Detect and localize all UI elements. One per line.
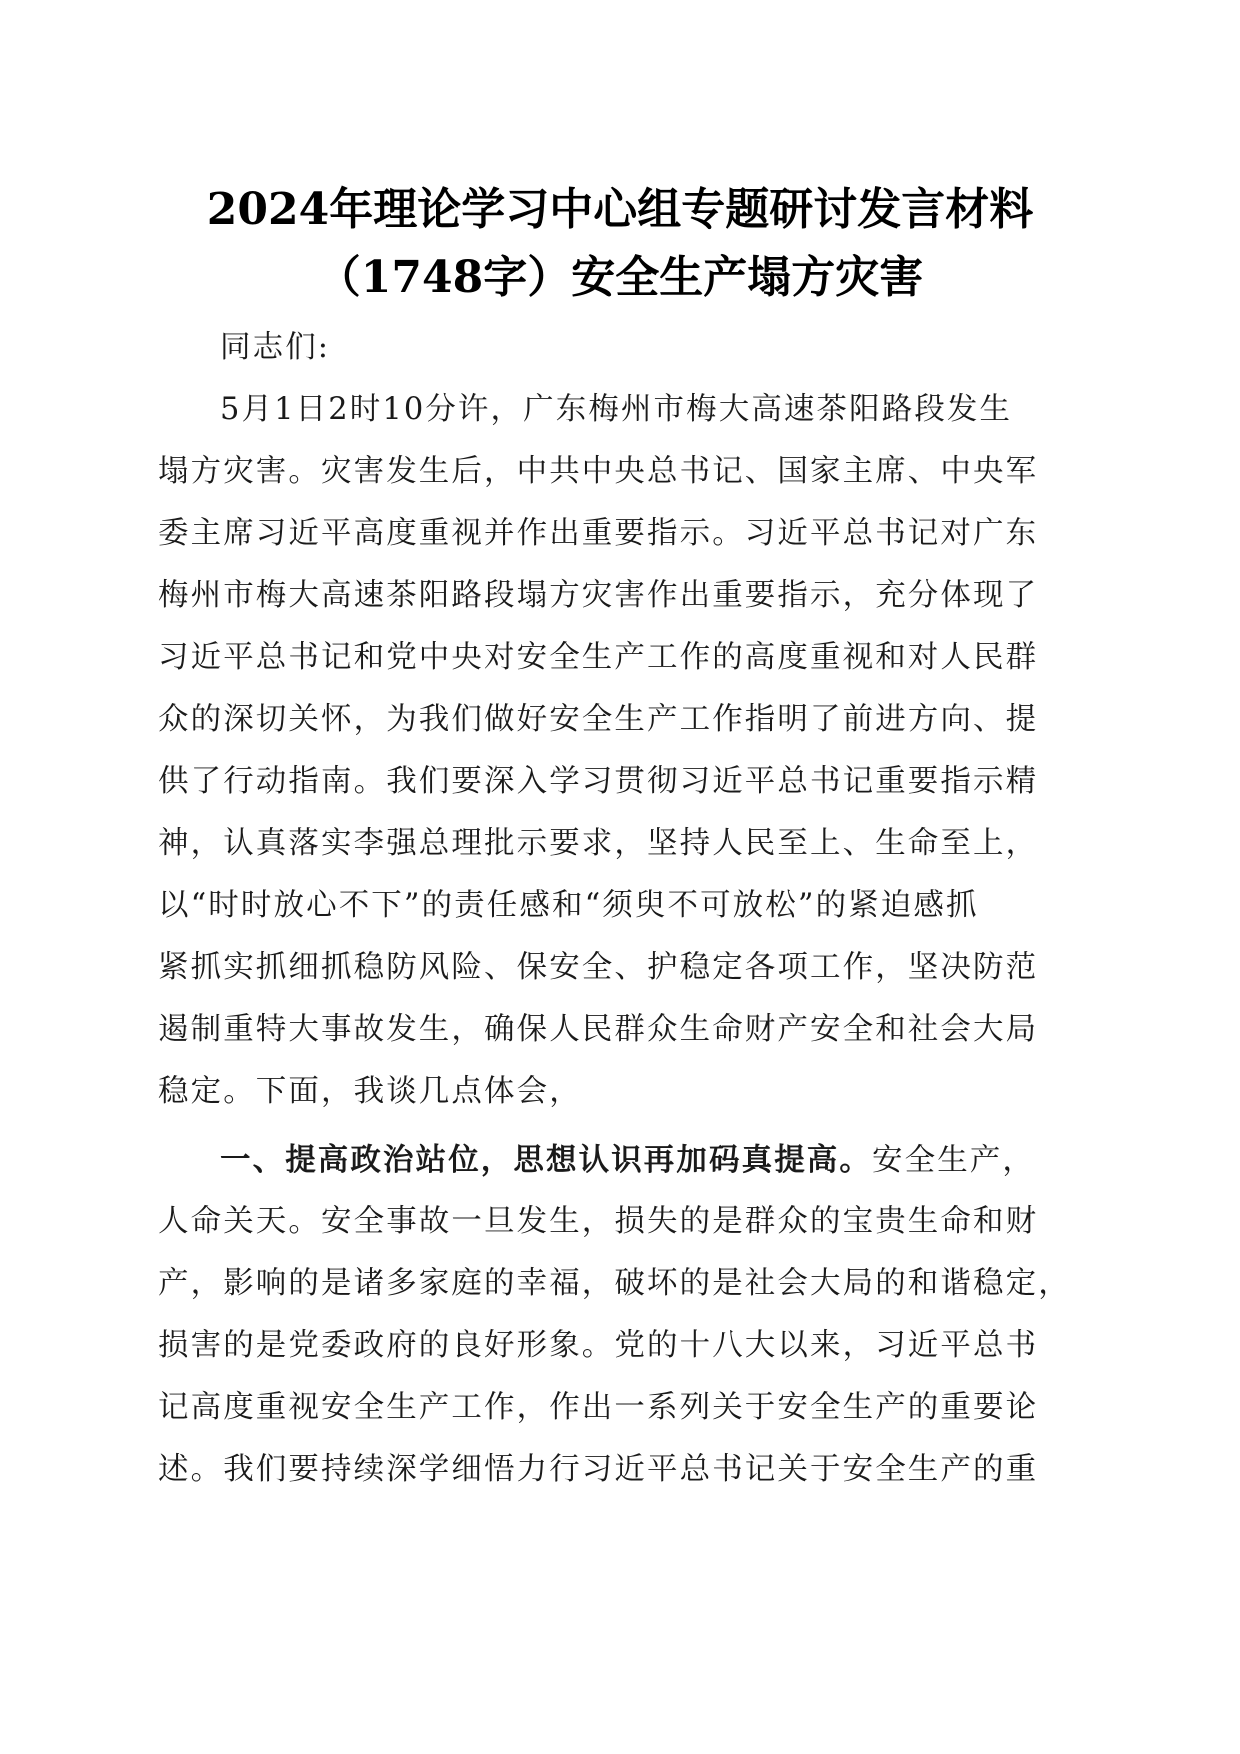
section-1-heading: 一、提高政治站位，思想认识再加码真提高。 [220,1142,872,1178]
paragraph-1-line: 以“时时放心不下”的责任感和“须臾不可放松”的紧迫感抓 [158,888,979,923]
section-1-first-line [220,1138,1080,1183]
paragraph-1-line: 委主席习近平高度重视并作出重要指示。习近平总书记对广东 [158,516,1039,551]
paragraph-1-line: 稳定。下面，我谈几点体会， [158,1074,582,1109]
paragraph-1-line: 梅州市梅大高速茶阳路段塌方灾害作出重要指示，充分体现了 [158,578,1039,613]
section-1-line: 损害的是党委政府的良好形象。党的十八大以来，习近平总书 [158,1328,1039,1363]
paragraph-1-line: 供了行动指南。我们要深入学习贯彻习近平总书记重要指示精 [158,764,1039,799]
paragraph-1-line: 紧抓实抓细抓稳防风险、保安全、护稳定各项工作，坚决防范 [158,950,1039,985]
paragraph-1-line: 习近平总书记和党中央对安全生产工作的高度重视和对人民群 [158,640,1039,675]
document-title-line-2: （1748字）安全生产塌方灾害 [316,252,924,303]
greeting: 同志们: [220,330,331,365]
section-1-line: 人命关天。安全事故一旦发生，损失的是群众的宝贵生命和财 [158,1204,1039,1239]
paragraph-1-line: 遏制重特大事故发生，确保人民群众生命财产安全和社会大局 [158,1012,1039,1047]
section-1-line: 记高度重视安全生产工作，作出一系列关于安全生产的重要论 [158,1390,1039,1425]
document-title-line-1: 2024年理论学习中心组专题研讨发言材料 [206,184,1034,235]
paragraph-1-line: 5月1日2时10分许，广东梅州市梅大高速茶阳路段发生 [220,392,1013,427]
section-1-line: 述。我们要持续深学细悟力行习近平总书记关于安全生产的重 [158,1452,1039,1487]
paragraph-1-line: 神，认真落实李强总理批示要求，坚持人民至上、生命至上， [158,826,1039,861]
section-1-line: 产，影响的是诸多家庭的幸福，破坏的是社会大局的和谐稳定， [158,1266,1071,1301]
paragraph-1-line: 塌方灾害。灾害发生后，中共中央总书记、国家主席、中央军 [158,454,1039,489]
section-1-first-line-text: 安全生产， [872,1143,1035,1178]
paragraph-1-line: 众的深切关怀，为我们做好安全生产工作指明了前进方向、提 [158,702,1039,737]
